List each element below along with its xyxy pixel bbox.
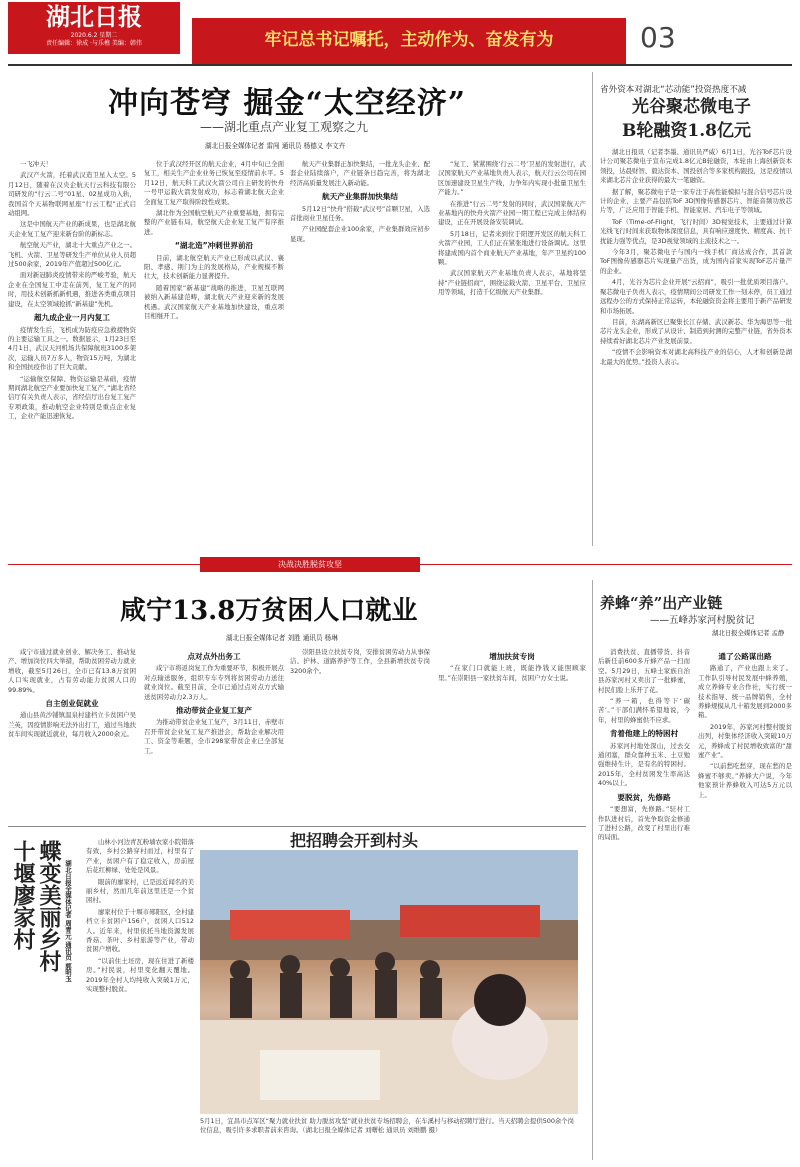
paragraph: 在推进“行云二号”发射的同时，武汉国家航天产业基地内的快舟火箭产业园一期工程已完成主体结构建设，正在开展设备安装调试。	[438, 199, 586, 227]
paragraph: 位于武汉经开区的航天企业，4月中旬已全面复工，相关生产企业业务已恢复至疫情前水平。5月12日，航天科工武汉火箭公司自主研发的快舟一号甲运载火箭发射成功，标志着湖北航天企业全面复工复产取得阶段性成果。	[144, 160, 284, 206]
poverty-subheading: 点对点外出务工	[187, 652, 241, 661]
lead-column-1	[8, 160, 136, 546]
rural-subheading: 肯着他建上的特困村	[609, 729, 679, 739]
masthead-logo	[8, 2, 180, 54]
vertical-headline-line1: 十堰廖家村	[10, 840, 36, 950]
lead-byline: 湖北日报全媒体记者 雷闯 通讯员 杨德义 李文卉	[205, 142, 346, 150]
paragraph: 眼前的廖家村，已是远近闻名的美丽乡村，然而几年前这里还是一个贫困村。	[86, 877, 194, 905]
lead-column-3	[290, 160, 430, 546]
poverty-subheading: 推动带贫企业复工复产	[176, 706, 252, 716]
vertical-headline-line2: 蝶变美丽乡村	[36, 840, 62, 972]
paragraph: 咸宁市通过就业创业、解决务工、推动复产、增加岗位四大举措，帮助贫困劳动力就业增收，截至5月26日，全市已有13.8万贫困人口实现就业，占有劳动能力贫困人口的99.89%。	[8, 648, 136, 694]
poverty-column-2	[144, 648, 284, 822]
section-rule	[8, 826, 586, 827]
rural-column-2	[698, 648, 792, 1158]
poverty-column-3	[290, 648, 430, 822]
paragraph: 廖家村位于十堰市郧阳区，全村建档立卡贫困户156户，贫困人口512人。近年来，村里依托当地资源发展香菇、茶叶、乡村旅游等产业，带动贫困户增收。	[86, 907, 194, 954]
page-number: 03	[640, 21, 676, 54]
paragraph: ToF（Time-of-Flight，飞行时间）3D视觉技术，主要通过计算光线飞行时间来获取物体深度信息，具有响应速度快、精度高、抗干扰能力强等优点，是3D视觉领域的主流技术之一。	[600, 217, 792, 245]
paragraph: 为推动带贫企业复工复产，3月11日，赤壁市召开带贫企业复工复产推进会，帮助企业解决用工、资金等难题，全市298家带贫企业已全部复工。	[144, 718, 284, 755]
paragraph: 一飞冲天！	[20, 160, 52, 168]
paragraph: 武汉产火箭，托着武汉造卫星入太空。5月12日，随着在汉央企航天行云科技有限公司研发的“行云二号”01星、02星成功入轨，我国首个天基物联网星座“行云工程”正式启动组网。	[8, 171, 136, 218]
lead-headline: 冲向苍穹 掘金“太空经济”	[108, 86, 466, 121]
rural-subheading: 通了公路谋出路	[718, 652, 772, 661]
paragraph: 崇阳县设立扶贫专岗，安排贫困劳动力从事保洁、护林、道路养护等工作，全县新增扶贫专岗3200余个。	[290, 648, 430, 675]
lead-column-2	[144, 160, 284, 546]
paragraph: “要想富，先修路。”驻村工作队进村后，首先争取资金修通了进村公路，改变了村里出行难的局面。	[598, 805, 690, 842]
poverty-column-1	[8, 648, 136, 822]
paragraph: 5月18日，记者来到位于阳逻开发区的航天科工火箭产业园，工人们正在紧张地进行设备调试。这里将建成国内首个商业航天产业基地，年产卫星约100颗。	[438, 229, 586, 267]
rural-byline: 湖北日报全媒体记者 孟静	[712, 629, 785, 637]
photo-caption: 5月1日，宜昌市点军区“聚力就业扶贫 助力脱贫攻坚”就业扶贫专场招聘会，在车溪村与移动招聘厅进行。当天招聘会提供500余个岗位信息，吸引许多求职者前来咨询。（湖北日报全媒体记者 刘曙松 通讯员 刘维鹏 摄）	[200, 1117, 575, 1134]
paragraph: 4月，光谷为芯片企业开展“云招商”，吸引一批优质项目落户。聚芯微电子负责人表示，疫情期间公司研发工作一刻未停，员工通过远程办公的方式保持正常运转，本轮融资资金将主要用于新产品研发和市场拓展。	[600, 278, 792, 315]
vertical-story-column	[86, 838, 194, 1158]
photo-illustration	[200, 850, 578, 1114]
paragraph: “复工、紧紧围绕‘行云二号’卫星的发射进行，武汉国家航天产业基地负责人表示，航天行云公司在园区加速建设卫星生产线，力争年内实现小批量卫星生产能力。”	[438, 160, 586, 197]
paragraph: 路通了，产业也跟上来了。工作队引导村民发展中蜂养殖，成立养蜂专业合作社，实行统一技术指导、统一品牌销售，全村养蜂规模从几十箱发展到2000多箱。	[698, 664, 792, 720]
slogan-text: 牢记总书记嘱托，主动作为、奋发有为	[264, 30, 554, 50]
paragraph: 湖北日报讯（记者李墨、通讯员严威）6月1日，光谷ToF芯片设计公司聚芯微电子宣布完成1.8亿元B轮融资，本轮由上海创新资本领投，达晨财智、毅达资本、国投创合等多家机构跟投，这是疫情以来湖北芯片企业获得的最大一笔融资。	[600, 148, 792, 185]
poverty-subheading: 增加扶贫专岗	[489, 652, 535, 661]
paragraph: “以前住土坯房，现在住进了新楼房。”村民说，村里变化翻天覆地。2019年全村人均纯收入突破1万元，实现整村脱贫。	[86, 956, 194, 994]
section-band-text: 决战决胜脱贫攻坚	[278, 560, 342, 569]
rural-subheading: 要脱贫，先修路	[617, 792, 671, 802]
news-photo	[200, 850, 578, 1114]
rural-headline: 养蜂“养”出产业链	[600, 594, 723, 612]
paragraph: 通山县黄沙铺镇温泉村建档立卡贫困户吴兰英，因疫情影响无法外出打工，通过当地扶贫车间实现就近就业，每月收入2000余元。	[8, 711, 136, 739]
lead-subheading: 航天产业集群加快集结	[322, 192, 398, 202]
paragraph: 据了解，聚芯微电子是一家专注于高性能模拟与混合信号芯片设计的企业，主要产品包括ToF 3D图像传感器芯片、智能音频功放芯片等，广泛应用于智能手机、智能家居、汽车电子等领域。	[600, 187, 792, 215]
paragraph: 航天产业集群正加快集结，一批龙头企业、配套企业陆续落户，产业链条日趋完善，将为湖北经济高质量发展注入新动能。	[290, 160, 430, 187]
paragraph: 疫情发生后，飞机成为防疫应急救援物资的主要运输工具之一。数据显示，1月23日至4月1日，武汉天河机场共保障航班3100多架次，运输人员7万多人，物资15万吨，为湖北和全国抗疫作出了巨大贡献。	[8, 325, 136, 372]
vertical-byline: 湖北日报全媒体记者 周青元 通讯员 郭明玉	[64, 860, 72, 982]
right-column	[600, 148, 792, 546]
right-headline-line1: 光谷聚芯微电子	[632, 97, 751, 117]
paragraph: 目前，东湖高新区已聚集长江存储、武汉新芯、华为海思等一批芯片龙头企业，形成了从设计、制造到封测的完整产业链，省外资本持续看好湖北芯片产业发展前景。	[600, 317, 792, 345]
paragraph: 随着国家“新基建”战略的推进，卫星互联网被纳入新基建范畴，湖北航天产业迎来新的发展机遇。武汉国家航天产业基地加快建设，重点项目相继开工。	[144, 283, 284, 321]
column-divider	[592, 72, 593, 546]
masthead-date: 2020.6.2 星期二	[70, 32, 118, 39]
rural-subhead: ——五峰苏家河村脱贫记	[650, 615, 755, 626]
photo-headline: 把招聘会开到村头	[290, 831, 419, 850]
masthead-editors: 责任编辑：徐成 ·与乐樵 美编：韩伟	[46, 40, 142, 47]
paragraph: 产业园配套企业100余家，产业集群效应初步显现。	[290, 225, 430, 243]
right-headline-line2: B轮融资1.8亿元	[622, 121, 751, 141]
paragraph: 目前，湖北航空航天产业已形成以武汉、襄阳、孝感、荆门为主的发展格局，产业规模不断壮大，技术创新能力显著提升。	[144, 253, 284, 281]
lead-subhead: ——湖北重点产业复工观察之九	[200, 120, 369, 134]
paragraph: 武汉国家航天产业基地负责人表示，基地将坚持“产业链招商”，围绕运载火箭、卫星平台、卫星应用等领域，打造千亿级航天产业集群。	[438, 269, 586, 297]
paragraph: 面对新冠肺炎疫情带来的严峻考验，航天企业在全国复工中走在前列，复工复产的同时，用技术创新抓新机遇，推进各类重点项目建设，在太空领域抢抓“新基建”先机。	[8, 271, 136, 308]
paragraph: 航空航天产业，湖北十大重点产业之一。飞机、火箭、卫星等研发生产单位从业人员超过500余家，2019年产值超过500亿元。	[8, 241, 136, 269]
lead-subheading: “湖北造”冲刺世界前沿	[174, 241, 254, 251]
paragraph: 消费扶贫、直播带货、抖音后新任前600多斤蜂产品一扫而空。5月29日，五峰土家族自治县苏家河村又卖出了一批蜂蜜，村民们脸上乐开了花。	[598, 648, 690, 694]
paragraph: “养一箱，也得等下‘碳苦’。”干部们满怀希望地说，今年，村里的蜂蜜供不应求。	[598, 697, 690, 724]
masthead-name: 湖北日报	[46, 2, 142, 31]
poverty-subheading: 自主创业促就业	[45, 699, 99, 709]
paragraph: 咸宁市将返岗复工作为重要环节，积极开展点对点输送服务，组织专车专列将贫困劳动力送往就业岗位。截至目前，全市已通过点对点方式输送贫困劳动力2.3万人。	[144, 664, 284, 701]
paragraph: “在家门口就能上班，既能挣钱又能照顾家里。”在崇阳县一家扶贫车间，贫困户方女士说。	[438, 664, 586, 682]
paragraph: 这是中国航天产业的新成果，也是湖北航天企业复工复产迎来新台阶的新标志。	[8, 220, 136, 238]
paragraph: 苏家河村地处深山，过去交通闭塞，群众靠种玉米、土豆勉强维持生计，是有名的特困村。2015年，全村贫困发生率高达40%以上。	[598, 741, 690, 788]
lead-subheading: 超九成企业一月内复工	[34, 313, 110, 323]
poverty-headline: 咸宁13.8万贫困人口就业	[120, 596, 418, 626]
paragraph: 今年3月，聚芯微电子与国内一线手机厂商达成合作，其首款ToF图像传感器芯片实现量产出货，成为国内首家实现ToF芯片量产的企业。	[600, 248, 792, 275]
header-rule	[8, 64, 792, 66]
paragraph: “运输航空保障、物资运输是基础，疫情期间湖北航空产业要加快复工复产。”湖北省经信厅有关负责人表示，省经信厅出台复工复产专项政策，推动航空企业特别是重点企业复工，企业产能迅速恢复。	[8, 374, 136, 421]
paragraph: “以前愁吃愁穿，现在愁的是蜂蜜不够卖。”养蜂大户说，今年他家预计养蜂收入可达5万元以上。	[698, 762, 792, 799]
lead-column-4	[438, 160, 586, 546]
right-kicker: 省外资本对湖北“芯动能”投资热度不减	[600, 85, 747, 95]
paragraph: 5月12日“快舟”搭载“武汉号”首颗卫星，入选首批商业卫星任务。	[290, 204, 430, 223]
paragraph: “疫情不会影响资本对湖北高科技产业的信心，人才和创新是湖北最大的优势。”投资人表示。	[600, 348, 792, 366]
column-divider	[592, 580, 593, 1160]
paragraph: 山林小河边青瓦粉墙农家小院错落有致，乡村公路穿村而过，村里有了产业，贫困户有了稳定收入，房前屋后花红柳绿、处处是风景。	[86, 838, 194, 875]
poverty-column-4	[438, 648, 586, 822]
paragraph: 2019年，苏家河村整村脱贫出列，村集体经济收入突破10万元，养蜂成了村民增收致富的“甜蜜产业”。	[698, 722, 792, 760]
paragraph: 湖北作为全国航空航天产业重要基地，拥有完整的产业链布局，航空航天企业复工复产有序推进。	[144, 209, 284, 236]
poverty-byline: 湖北日报全媒体记者 刘胜 通讯员 杨琳	[226, 634, 338, 642]
rural-column-1	[598, 648, 690, 1158]
